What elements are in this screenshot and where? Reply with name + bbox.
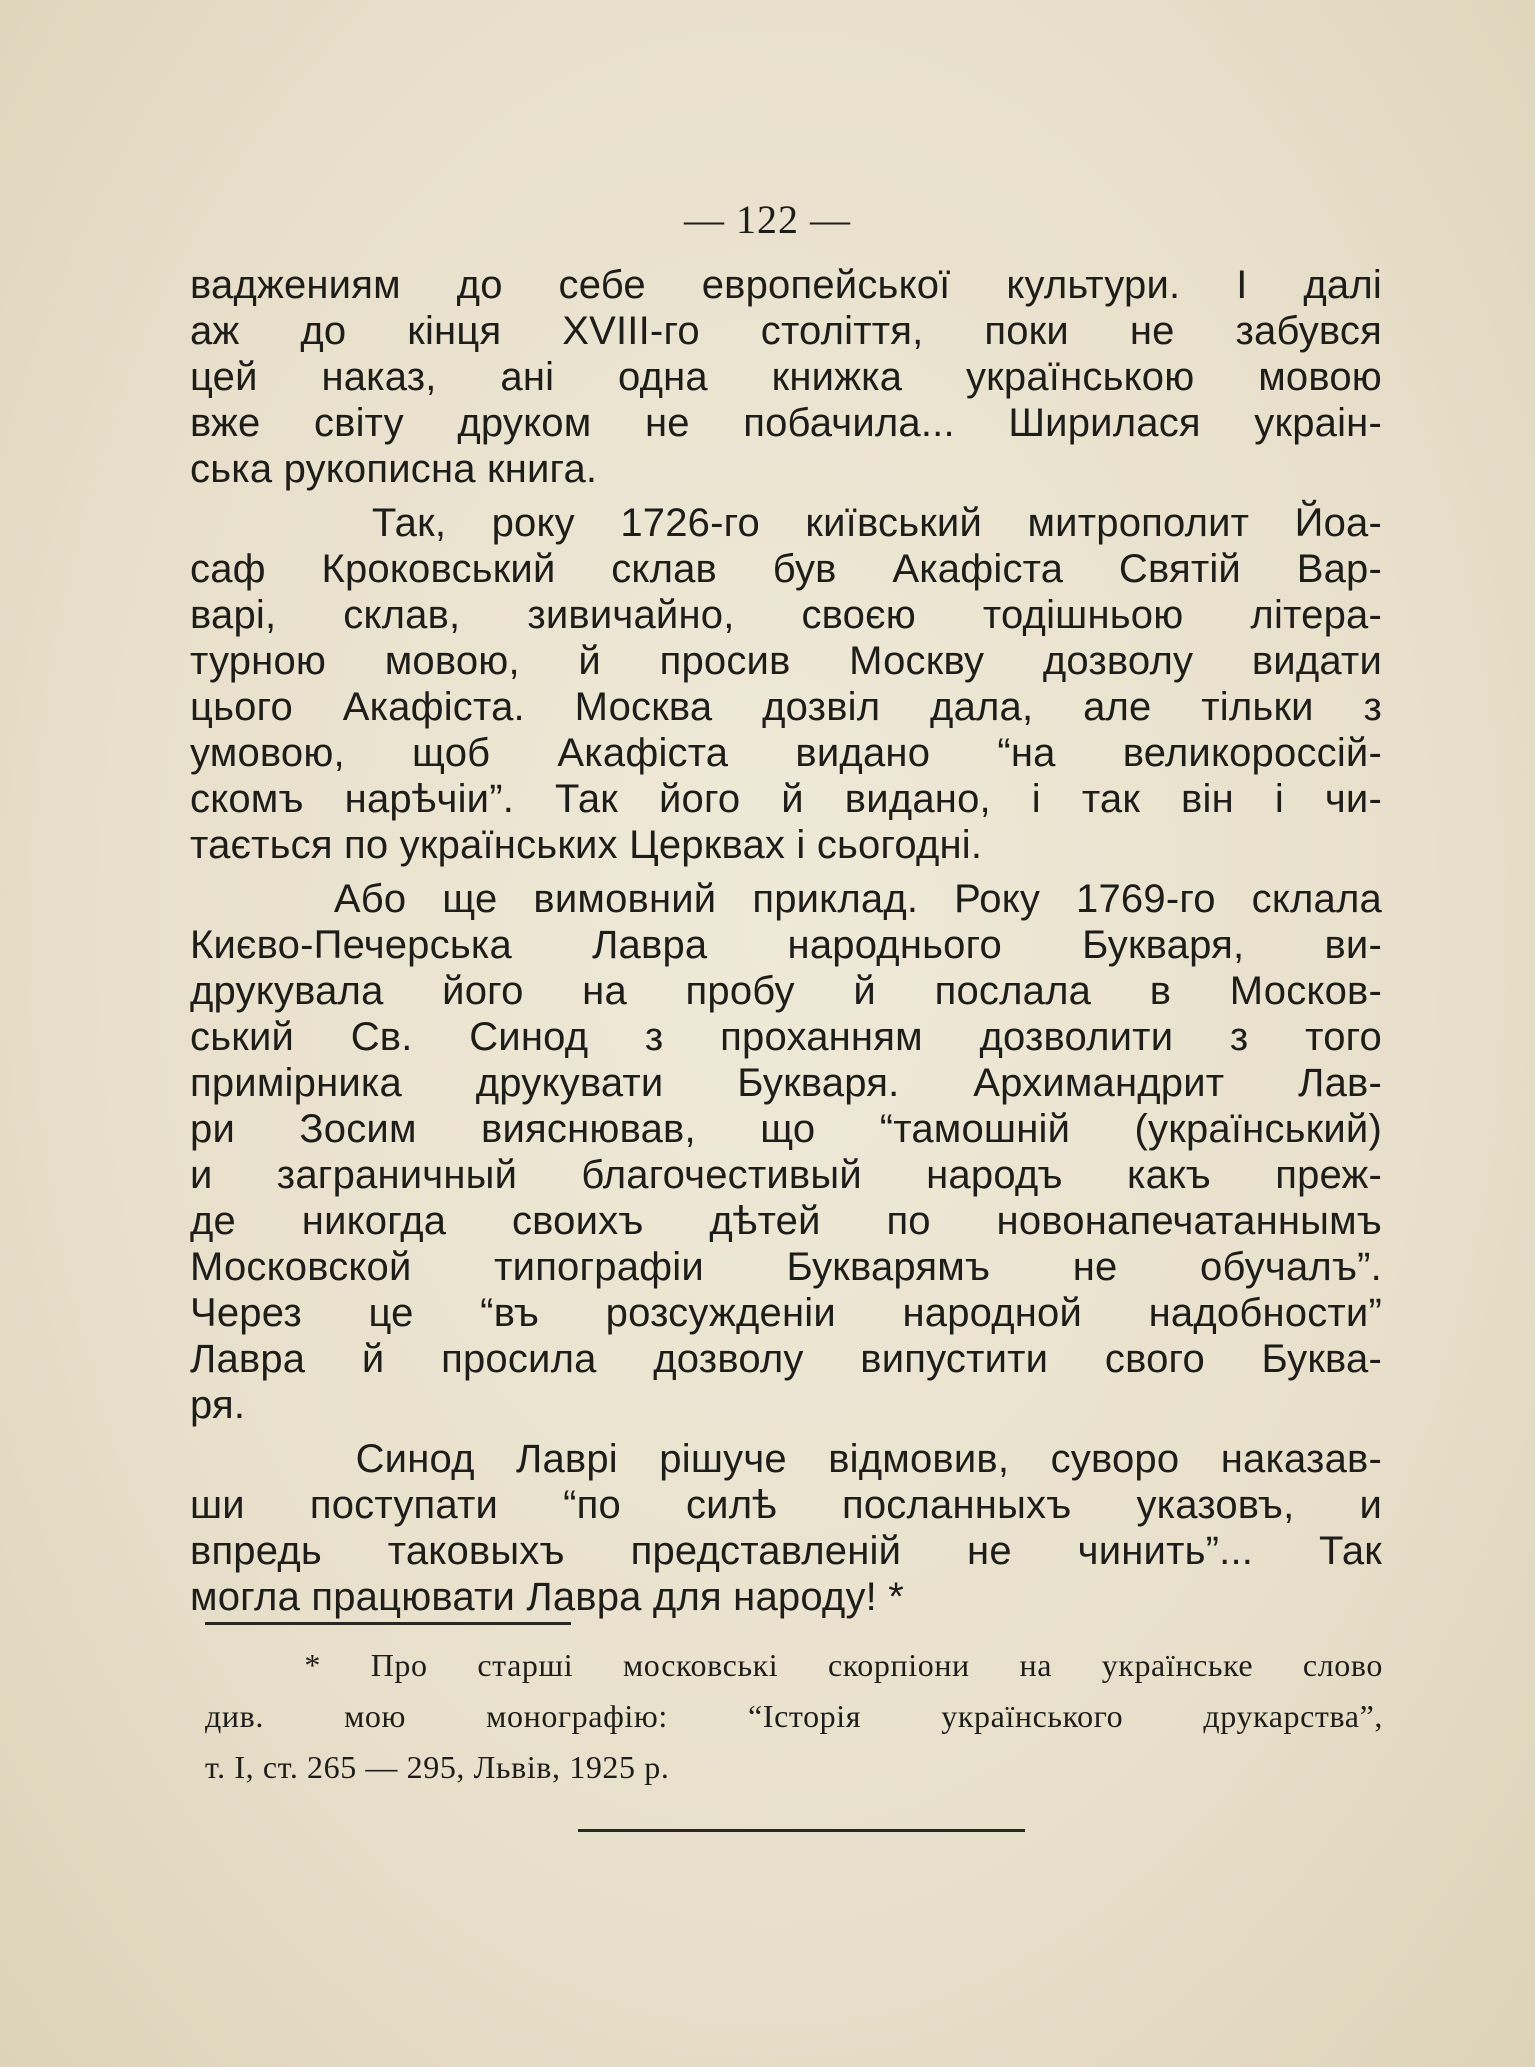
text-line: аж до кінця XVIII-го століття, поки не забувся — [190, 309, 1382, 353]
text-line: вже світу друком не побачила... Ширилася украін- — [190, 401, 1382, 445]
text-line: тається по українських Церквах і сьогодні. — [190, 823, 983, 867]
text-line: могла працювати Лавра для народу! * — [190, 1575, 905, 1619]
paragraph-gap — [190, 868, 1382, 876]
text-line: Через це “въ розсужденіи народной надобности” — [190, 1291, 1382, 1335]
text-line: саф Кроковський склав був Акафіста Святій Вар- — [190, 547, 1382, 591]
footnote-separator — [205, 1622, 571, 1625]
page-number: — 122 — — [684, 197, 851, 242]
footnote-line: т. І, ст. 265 — 295, Львів, 1925 р. — [205, 1749, 670, 1785]
paragraph-gap — [190, 1428, 1382, 1436]
footnote-line: * Про старші московські скорпіони на українське слово — [205, 1647, 1383, 1683]
text-line: цього Акафіста. Москва дозвіл дала, але тільки з — [190, 685, 1382, 729]
paragraph-gap — [190, 492, 1382, 500]
text-line: Московской типографіи Букварямъ не обучалъ”. — [190, 1245, 1382, 1289]
text-line: друкувала його на пробу й послала в Москов- — [190, 969, 1382, 1013]
footnote — [205, 1640, 1383, 1793]
text-line: ваджениям до себе европейської культури. І далі — [190, 263, 1382, 307]
text-line: ська рукописна книга. — [190, 447, 598, 491]
text-line: турною мовою, й просив Москву дозволу видати — [190, 639, 1382, 683]
end-rule — [578, 1829, 1025, 1832]
footnote-line: див. мою монографію: “Історія українського друкарства”, — [205, 1698, 1383, 1734]
text-line: Або ще вимовний приклад. Року 1769-го склала — [190, 877, 1382, 921]
text-line: цей наказ, ані одна книжка українською мовою — [190, 355, 1382, 399]
text-line: ський Св. Синод з проханням дозволити з того — [190, 1015, 1382, 1059]
text-line: ря. — [190, 1383, 246, 1427]
text-line: варі, склав, зивичайно, своєю тодішньою літера- — [190, 593, 1382, 637]
text-line: де никогда своихъ дѣтей по новонапечатаннымъ — [190, 1199, 1382, 1243]
text-line: Синод Лаврі рішуче відмовив, суворо наказав- — [190, 1437, 1382, 1481]
text-line: и заграничный благочестивый народъ какъ преж- — [190, 1153, 1382, 1197]
text-line: скомъ нарѣчіи”. Так його й видано, і так він і чи- — [190, 777, 1382, 821]
text-line: ши поступати “по силѣ посланныхъ указовъ, и — [190, 1483, 1382, 1527]
text-line: Лавра й просила дозволу випустити свого Буква- — [190, 1337, 1382, 1381]
text-line: впредь таковыхъ представленій не чинить”... Так — [190, 1529, 1382, 1573]
body-text — [190, 262, 1382, 1620]
text-line: Києво-Печерська Лавра народнього Букваря, ви- — [190, 923, 1382, 967]
text-line: Так, року 1726-го київський митрополит Йоа- — [190, 501, 1382, 545]
text-line: примірника друкувати Букваря. Архимандрит Лав- — [190, 1061, 1382, 1105]
text-line: умовою, щоб Акафіста видано “на великороссій- — [190, 731, 1382, 775]
text-line: ри Зосим вияснював, що “тамошній (український) — [190, 1107, 1382, 1151]
